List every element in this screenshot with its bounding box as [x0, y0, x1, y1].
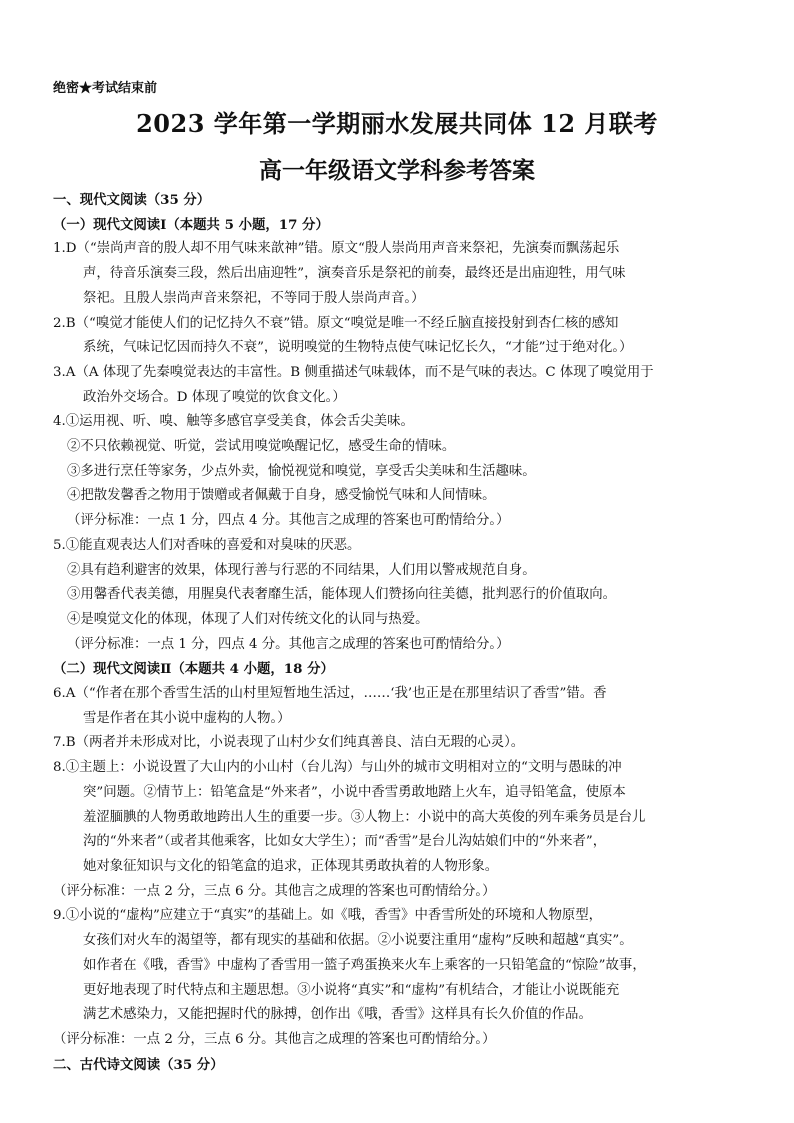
- answer-line: 更好地表现了时代特点和主题思想。③小说将“真实”和“虚构”有机结合，才能让小说既能充: [83, 982, 620, 998]
- answer-line: 系统，气味记忆因而持久不衰”，说明嗅觉的生物特点使气味记忆长久，“才能”过于绝对化。）: [83, 340, 633, 356]
- answer-line: 女孩们对火车的渴望等，都有现实的基础和依据。②小说要注重用“虚构”反映和超越“真实”。: [83, 933, 633, 949]
- answer-line: ③多进行烹任等家务，少点外卖，愉悦视觉和嗅觉，享受舌尖美味和生活趣味。: [67, 463, 536, 479]
- answer-line: 4.①运用视、听、嗅、触等多感官享受美食，体会舌尖美味。: [53, 414, 414, 430]
- section-heading: 二、古代诗文阅读（35 分）: [53, 1056, 224, 1073]
- answer-line: 1.D（“崇尚声音的殷人却不用气味来歆神”错。原文“殷人崇尚用声音来祭祀，先演奏而飘荡起乐: [53, 241, 620, 257]
- answer-key-subtitle: 高一年级语文学科参考答案: [259, 157, 535, 184]
- answer-line: 雪是作者在其小说中虚构的人物。）: [83, 710, 291, 726]
- answer-line: 如作者在《哦，香雪》中虚构了香雪用一篮子鸡蛋换来火车上乘客的一只铅笔盒的“惊险”故事，: [83, 957, 646, 973]
- section-heading: 一、现代文阅读（35 分）: [53, 192, 211, 208]
- answer-line: 羞涩腼腆的人物勇敢地跨出人生的重要一步。③人物上：小说中的高大英俊的列车乘务员是台儿: [83, 809, 646, 825]
- section-heading: （二）现代文阅读Ⅱ（本题共 4 小题，18 分）: [53, 661, 334, 678]
- answer-line: ④是嗅觉文化的体现，体现了人们对传统文化的认同与热爱。: [67, 611, 429, 627]
- answer-line: 她对象征知识与文化的铅笔盒的追求，正体现其勇敢执着的人物形象。: [83, 858, 499, 874]
- answer-line: ④把散发馨香之物用于馈赠或者佩戴于自身，感受愉悦气味和人间情味。: [67, 488, 496, 504]
- answer-line: ②具有趋利避害的效果，体现行善与行恶的不同结果，人们用以警戒规范自身。: [67, 562, 536, 578]
- answer-line: （评分标准：一点 2 分，三点 6 分。其他言之成理的答案也可酌情给分。）: [53, 883, 496, 899]
- confidential-mark: 绝密★考试结束前: [53, 81, 158, 96]
- answer-content: [53, 188, 773, 1077]
- answer-line: 5.①能直观表达人们对香味的喜爱和对臭味的厌恶。: [53, 537, 361, 553]
- exam-title: 2023 学年第一学期丽水发展共同体 12 月联考: [136, 109, 658, 138]
- answer-line: 9.①小说的“虚构”应建立于“真实”的基础上。如《哦，香雪》中香雪所处的环境和人物原型，: [53, 908, 602, 924]
- answer-line: ②不只依赖视觉、听觉，尝试用嗅觉唤醒记忆，感受生命的情味。: [67, 439, 456, 455]
- answer-line: 突”问题。②情节上：铅笔盒是“外来者”，小说中香雪勇敢地踏上火车，追寻铅笔盒，使原本: [83, 784, 626, 800]
- answer-line: 满艺术感染力，又能把握时代的脉搏，创作出《哦，香雪》这样具有长久价值的作品。: [83, 1007, 592, 1023]
- answer-line: ③用馨香代表美德，用腥臭代表奢靡生活，能体现人们赞扬向往美德，批判恶行的价值取向。: [67, 587, 617, 603]
- answer-line: 8.①主题上：小说设置了大山内的小山村（台儿沟）与山外的城市文明相对立的“文明与愚昧的冲: [53, 760, 622, 776]
- section-heading: （一）现代文阅读Ⅰ（本题共 5 小题，17 分）: [53, 216, 329, 233]
- answer-line: 声，待音乐演奏三段，然后出庙迎牲”，演奏音乐是祭祀的前奏，最终还是出庙迎牲，用气味: [83, 266, 626, 282]
- answer-line: 3.A（A 体现了先秦嗅觉表达的丰富性。B 侧重描述气味载体，而不是气味的表达。C 体现了嗅觉用于: [53, 364, 654, 380]
- answer-line: 6.A（“作者在那个香雪生活的山村里短暂地生活过，……‘我’也正是在那里结识了香雪”错。香: [53, 686, 607, 702]
- answer-line: （评分标准：一点 1 分，四点 4 分。其他言之成理的答案也可酌情给分。）: [67, 636, 510, 652]
- answer-line: （评分标准：一点 2 分，三点 6 分。其他言之成理的答案也可酌情给分。）: [53, 1031, 496, 1047]
- answer-line: 7.B（两者并未形成对比，小说表现了山村少女们纯真善良、洁白无瑕的心灵）。: [53, 735, 525, 751]
- answer-line: 政治外交场合。D 体现了嗅觉的饮食文化。）: [83, 389, 346, 405]
- answer-line: 沟的“外来者”（或者其他乘客，比如女大学生）；而“香雪”是台儿沟姑娘们中的“外来者”，: [83, 834, 607, 850]
- answer-line: 2.B（“嗅觉才能使人们的记忆持久不衰”错。原文“嗅觉是唯一不经丘脑直接投射到杏仁核的感知: [53, 315, 619, 331]
- answer-line: （评分标准：一点 1 分，四点 4 分。其他言之成理的答案也可酌情给分。）: [67, 513, 510, 529]
- answer-line: 祭祀。且殷人崇尚声音来祭祀，不等同于殷人崇尚声音。）: [83, 290, 425, 306]
